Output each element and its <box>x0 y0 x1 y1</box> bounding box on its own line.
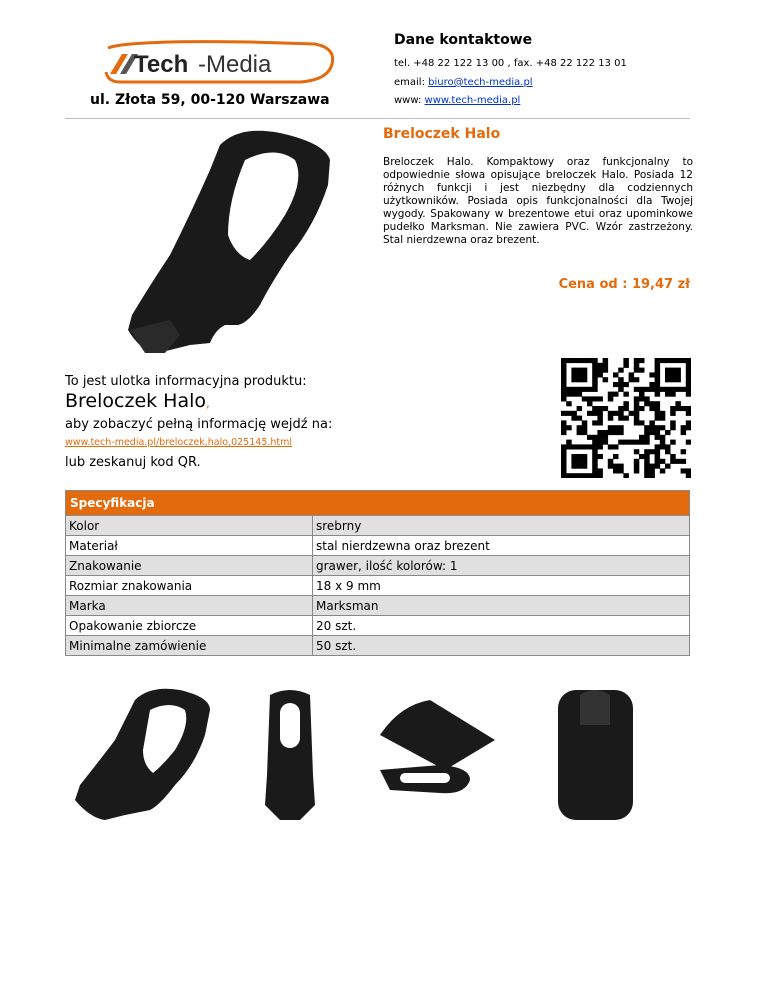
product-main-image <box>110 125 345 360</box>
spec-table <box>65 490 690 656</box>
info-qr-hint: lub zeskanuj kod QR. <box>65 455 201 470</box>
email-label: email: <box>394 77 429 88</box>
spec-value: 20 szt. <box>313 616 690 636</box>
email-link[interactable]: biuro@tech-media.pl <box>428 77 533 88</box>
contact-www-row <box>394 95 520 106</box>
contact-phones: tel. +48 22 122 13 00 , fax. +48 22 122 13 01 <box>394 58 627 69</box>
thumbnail-pouch <box>550 685 640 825</box>
logo-text-media: -Media <box>198 51 272 78</box>
contact-title: Dane kontaktowe <box>394 32 533 48</box>
spec-row <box>66 516 690 536</box>
qr-code[interactable] <box>561 358 691 478</box>
spec-key: Marka <box>66 596 313 616</box>
info-comma: , <box>206 396 210 410</box>
spec-row <box>66 636 690 656</box>
product-description: Breloczek Halo. Kompaktowy oraz funkcjonalny to odpowiednie słowa opisujące breloczek Halo. Posiada 12 różnych funkcji i jest niezbędny dla codziennych użytkowników. Posiada opis funkcjonalności dla Twojej wygody. Spakowany w brezentowe etui oraz upominkowe pudełko Marksman. Nie zawiera PVC. Wzór zastrzeżony. Stal nierdzewna oraz brezent. <box>383 156 693 246</box>
spec-value: Marksman <box>313 596 690 616</box>
info-intro: To jest ulotka informacyjna produktu: <box>65 374 307 389</box>
header-divider <box>65 118 690 119</box>
www-link[interactable]: www.tech-media.pl <box>424 95 521 106</box>
spec-header: Specyfikacja <box>66 491 690 516</box>
spec-value: 18 x 9 mm <box>313 576 690 596</box>
contact-email-row <box>394 77 533 88</box>
spec-row <box>66 596 690 616</box>
thumbnail-keychain-angle <box>65 685 215 825</box>
product-link[interactable]: www.tech-media.pl/breloczek,halo,025145.html <box>65 437 293 448</box>
info-product-name <box>65 390 210 412</box>
spec-key: Znakowanie <box>66 556 313 576</box>
spec-row <box>66 556 690 576</box>
spec-key: Minimalne zamówienie <box>66 636 313 656</box>
company-address: ul. Złota 59, 00-120 Warszawa <box>90 92 330 108</box>
info-name-text: Breloczek Halo <box>65 390 207 412</box>
spec-row <box>66 536 690 556</box>
spec-key: Rozmiar znakowania <box>66 576 313 596</box>
info-more: aby zobaczyć pełną informację wejdź na: <box>65 417 333 432</box>
spec-key: Materiał <box>66 536 313 556</box>
spec-key: Kolor <box>66 516 313 536</box>
spec-value: 50 szt. <box>313 636 690 656</box>
spec-value: stal nierdzewna oraz brezent <box>313 536 690 556</box>
logo-text-tech: Tech <box>134 51 189 78</box>
spec-row <box>66 576 690 596</box>
www-label: www: <box>394 95 425 106</box>
thumbnail-keychain-pouch <box>370 685 500 825</box>
spec-value: srebrny <box>313 516 690 536</box>
thumbnail-keychain-front <box>255 685 325 825</box>
info-link-row <box>65 437 292 448</box>
tech-media-logo <box>100 38 340 86</box>
spec-key: Opakowanie zbiorcze <box>66 616 313 636</box>
product-title: Breloczek Halo <box>383 126 501 142</box>
spec-row <box>66 616 690 636</box>
product-price: Cena od : 19,47 zł <box>558 277 690 292</box>
spec-value: grawer, ilość kolorów: 1 <box>313 556 690 576</box>
